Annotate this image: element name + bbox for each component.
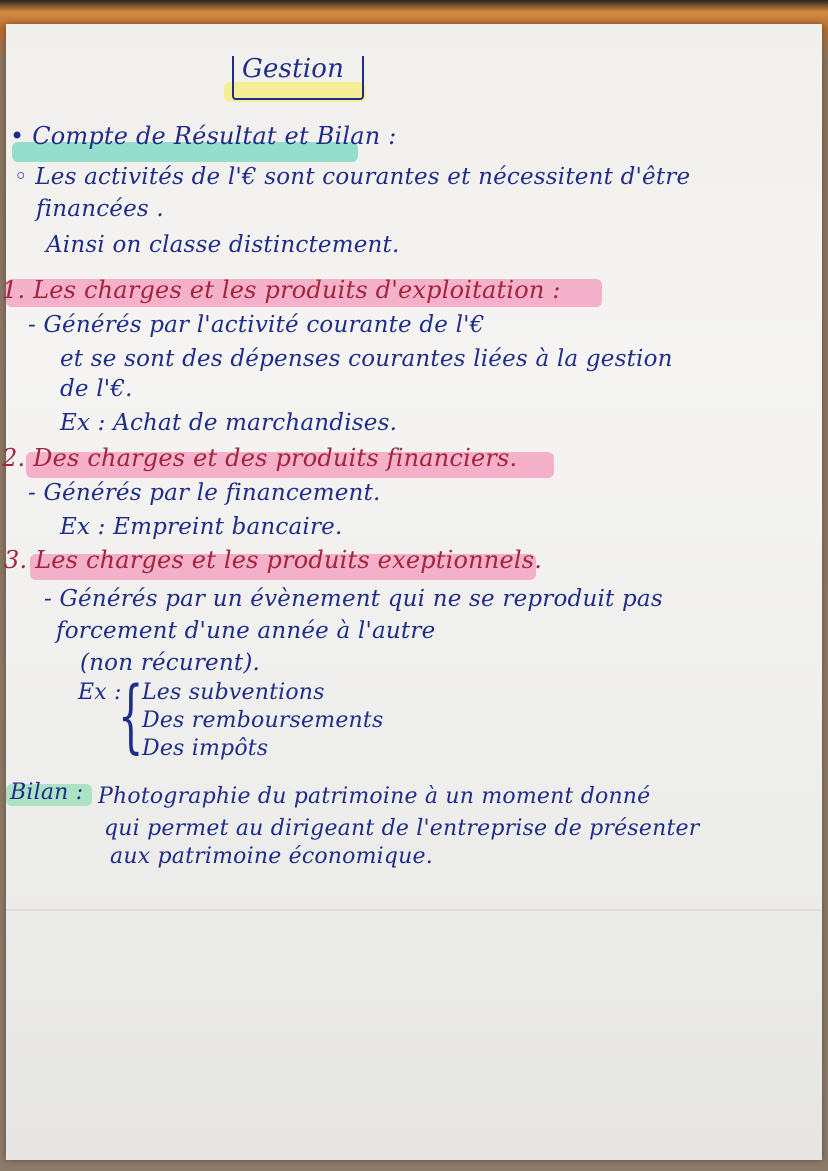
bilan-line-3: aux patrimoine économique. — [110, 844, 433, 869]
item1-example: Ex : Achat de marchandises. — [60, 410, 398, 436]
item2-heading: 2. Des charges et des produits financiers. — [2, 444, 518, 472]
item1-heading: 1. Les charges et les produits d'exploitation : — [2, 276, 561, 304]
item1-line-2: et se sont des dépenses courantes liées à la gestion — [60, 346, 673, 372]
example-brace: { — [118, 669, 144, 762]
item3-line-2: forcement d'une année à l'autre — [56, 618, 436, 644]
item3-example-label: Ex : — [78, 680, 122, 705]
example-item-2: Des remboursements — [142, 708, 384, 733]
section-heading: • Compte de Résultat et Bilan : — [10, 122, 397, 150]
item3-line-1: - Générés par un évènement qui ne se reproduit pas — [44, 586, 663, 612]
bilan-line-1: Photographie du patrimoine à un moment donné — [98, 784, 651, 809]
intro-line-1-text: Les activités de l'€ sont courantes et nécessitent d'être — [35, 164, 691, 190]
example-item-3: Des impôts — [142, 736, 269, 761]
item2-line-1: - Générés par le financement. — [28, 480, 381, 506]
intro-line-2: financées . — [36, 196, 164, 222]
bilan-line-2: qui permet au dirigeant de l'entreprise de présenter — [104, 816, 700, 841]
intro-line-3: Ainsi on classe distinctement. — [46, 232, 400, 258]
item1-line-3: de l'€. — [60, 376, 133, 402]
example-item-1: Les subventions — [142, 680, 325, 705]
item3-line-3: (non récurent). — [80, 650, 261, 676]
notebook-page — [2, 24, 822, 1160]
item2-example: Ex : Empreint bancaire. — [60, 514, 343, 540]
item1-line-1: - Générés par l'activité courante de l'€ — [28, 312, 485, 338]
page-title: Gestion — [242, 54, 345, 84]
bilan-label: Bilan : — [10, 780, 84, 805]
intro-line-1: ◦ Les activités de l'€ sont courantes et nécessitent d'être — [14, 164, 691, 190]
item3-heading: 3. Les charges et les produits exeptionnels. — [4, 546, 543, 574]
page-fold-line — [6, 909, 822, 911]
section-heading-text: Compte de Résultat et Bilan : — [32, 122, 397, 150]
